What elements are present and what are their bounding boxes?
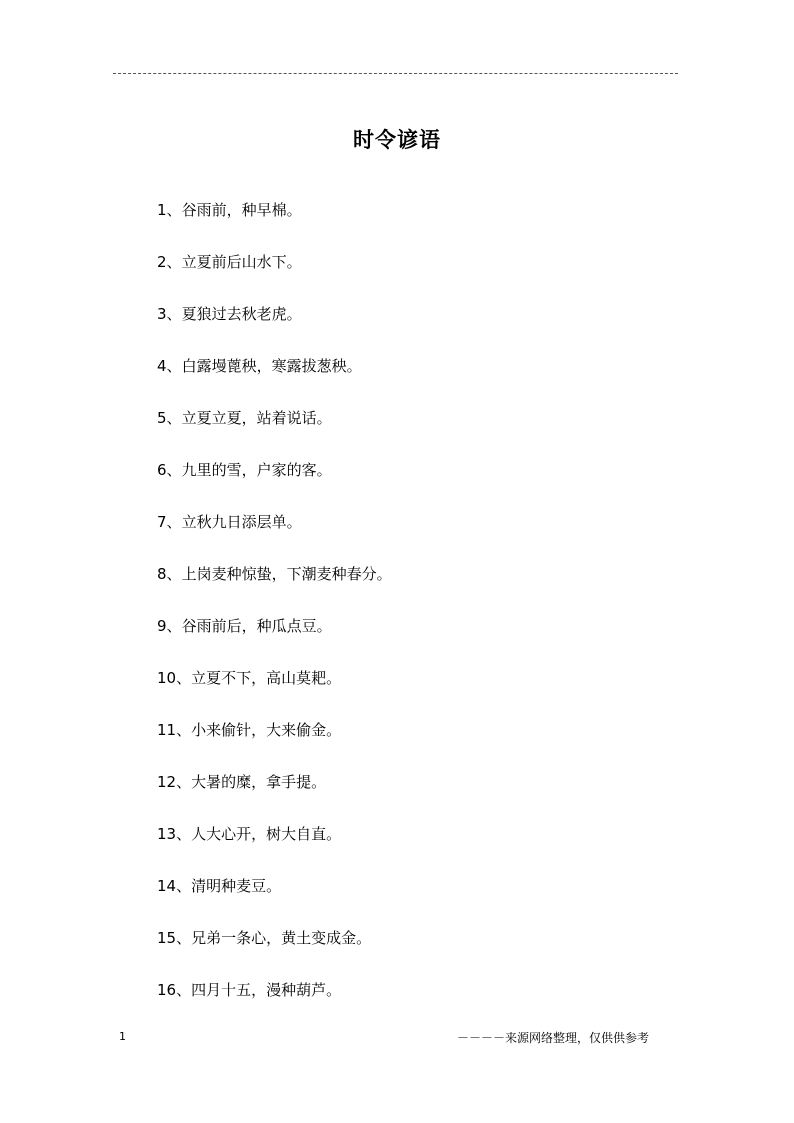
item-text: 四月十五，漫种葫芦。 <box>191 981 342 999</box>
item-number: 6 <box>157 461 167 479</box>
item-separator: 、 <box>176 721 192 739</box>
list-item <box>157 718 392 770</box>
item-number: 10 <box>157 669 177 687</box>
header-dashed-rule <box>113 73 678 74</box>
item-separator: 、 <box>176 877 192 895</box>
item-separator: 、 <box>176 825 192 843</box>
list-item <box>157 302 392 354</box>
item-number: 7 <box>157 513 167 531</box>
list-item <box>157 770 392 822</box>
list-item <box>157 926 392 978</box>
item-number: 16 <box>157 981 177 999</box>
item-separator: 、 <box>166 565 182 583</box>
item-separator: 、 <box>166 461 182 479</box>
item-number: 13 <box>157 825 177 843</box>
item-text: 清明种麦豆。 <box>191 877 282 895</box>
item-separator: 、 <box>176 669 192 687</box>
item-number: 5 <box>157 409 167 427</box>
item-text: 兄弟一条心，黄土变成金。 <box>191 929 372 947</box>
item-separator: 、 <box>166 305 182 323</box>
list-item <box>157 406 392 458</box>
item-number: 15 <box>157 929 177 947</box>
item-text: 立秋九日添层单。 <box>181 513 302 531</box>
item-separator: 、 <box>166 617 182 635</box>
item-number: 4 <box>157 357 167 375</box>
item-separator: 、 <box>176 773 192 791</box>
item-text: 人大心开，树大自直。 <box>191 825 342 843</box>
list-item <box>157 510 392 562</box>
item-text: 谷雨前，种早棉。 <box>181 201 302 219</box>
item-separator: 、 <box>176 981 192 999</box>
item-separator: 、 <box>166 409 182 427</box>
item-number: 8 <box>157 565 167 583</box>
item-separator: 、 <box>176 929 192 947</box>
page-number: 1 <box>119 1030 126 1043</box>
item-number: 12 <box>157 773 177 791</box>
saying-list <box>157 198 392 1030</box>
item-number: 14 <box>157 877 177 895</box>
list-item <box>157 354 392 406</box>
item-separator: 、 <box>166 253 182 271</box>
item-number: 11 <box>157 721 177 739</box>
item-number: 3 <box>157 305 167 323</box>
list-item <box>157 458 392 510</box>
item-separator: 、 <box>166 513 182 531</box>
item-number: 2 <box>157 253 167 271</box>
item-text: 立夏立夏，站着说话。 <box>181 409 332 427</box>
item-text: 夏狼过去秋老虎。 <box>181 305 302 323</box>
list-item <box>157 666 392 718</box>
item-text: 谷雨前后，种瓜点豆。 <box>181 617 332 635</box>
item-separator: 、 <box>166 201 182 219</box>
list-item <box>157 250 392 302</box>
list-item <box>157 614 392 666</box>
item-number: 9 <box>157 617 167 635</box>
item-text: 九里的雪，户家的客。 <box>181 461 332 479</box>
item-separator: 、 <box>166 357 182 375</box>
list-item <box>157 562 392 614</box>
item-number: 1 <box>157 201 167 219</box>
item-text: 立夏不下，高山莫耙。 <box>191 669 342 687</box>
item-text: 立夏前后山水下。 <box>181 253 302 271</box>
item-text: 上岗麦种惊蛰，下潮麦种春分。 <box>181 565 392 583</box>
item-text: 小来偷针，大来偷金。 <box>191 721 342 739</box>
list-item <box>157 822 392 874</box>
list-item <box>157 198 392 250</box>
list-item <box>157 978 392 1030</box>
list-item <box>157 874 392 926</box>
item-text: 大暑的糜，拿手提。 <box>191 773 327 791</box>
document-title: 时令谚语 <box>353 127 441 152</box>
footer-source-note: －－－－来源网络整理，仅供供参考 <box>457 1031 650 1045</box>
item-text: 白露墁蓖秧，寒露拔葱秧。 <box>181 357 362 375</box>
